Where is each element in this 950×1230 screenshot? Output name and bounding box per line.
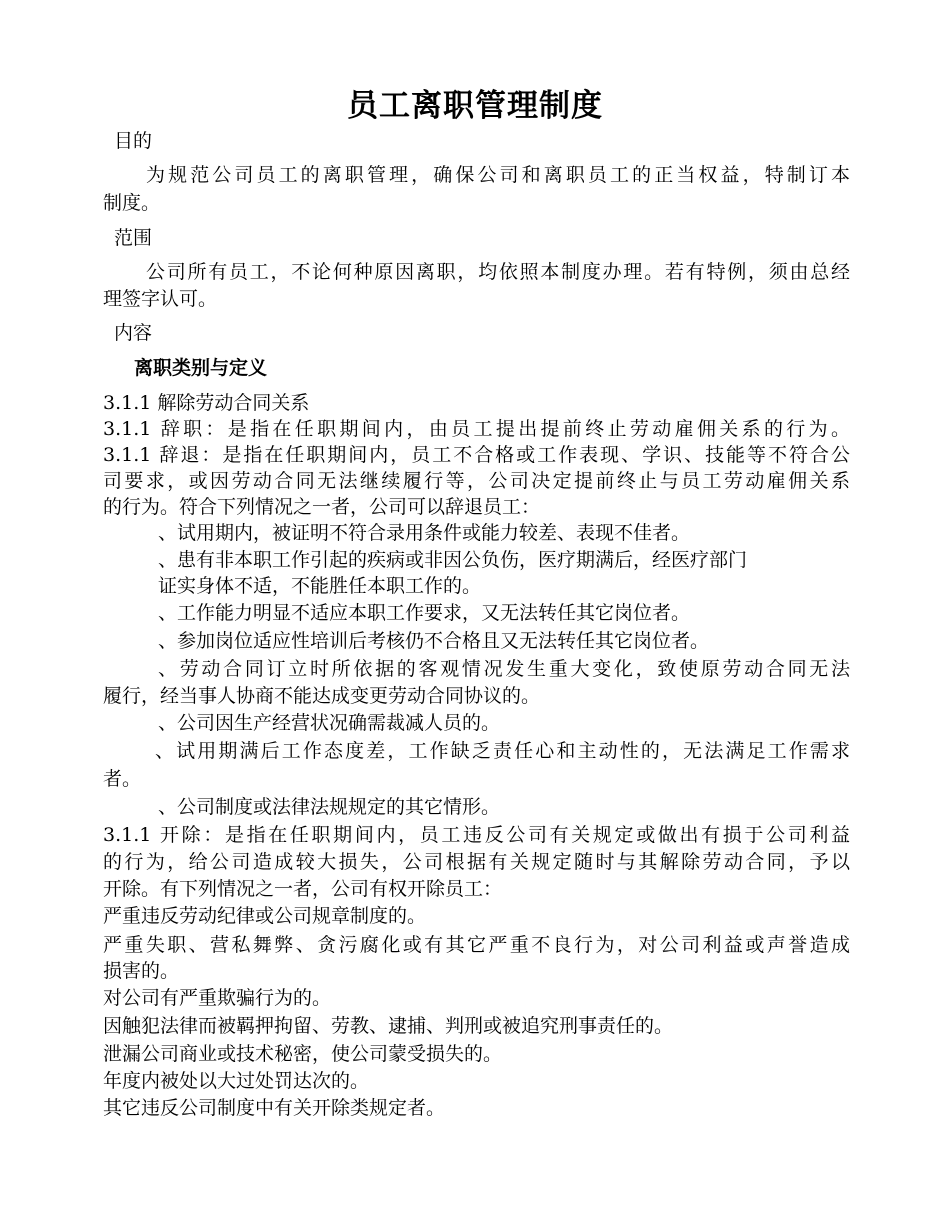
clause-line: 开除。有下列情况之一者，公司有权开除员工：	[103, 878, 503, 900]
clause-line: 的行为。符合下列情况之一者，公司可以辞退员工：	[103, 496, 541, 518]
clause-line: 3.1.1 辞职：是指在任职期间内，由员工提出提前终止劳动雇佣关系的行为。	[103, 418, 850, 440]
list-item: 、试用期内，被证明不符合录用条件或能力较差、表现不佳者。	[158, 522, 691, 544]
list-item: 严重违反劳动纪律或公司规章制度的。	[103, 905, 427, 927]
scope-text-line-2: 理签字认可。	[103, 288, 218, 310]
clause-line: 3.1.1 解除劳动合同关系	[103, 392, 310, 414]
list-item: 、参加岗位适应性培训后考核仍不合格且又无法转任其它岗位者。	[158, 630, 710, 652]
scope-text-line-1: 公司所有员工，不论何种原因离职，均依照本制度办理。若有特例，须由总经	[146, 261, 850, 283]
purpose-text-line-2: 制度。	[103, 192, 161, 214]
list-item: 、患有非本职工作引起的疾病或非因公负伤，医疗期满后，经医疗部门	[158, 549, 748, 571]
document-title: 员工离职管理制度	[347, 88, 603, 124]
list-item: 严重失职、营私舞弊、贪污腐化或有其它严重不良行为，对公司利益或声誉造成	[103, 934, 850, 956]
clause-line: 的行为，给公司造成较大损失，公司根据有关规定随时与其解除劳动合同，予以	[103, 851, 850, 873]
list-item-continuation: 证实身体不适，不能胜任本职工作的。	[158, 575, 482, 597]
section-heading-scope: 范围	[114, 227, 153, 249]
list-item: 泄漏公司商业或技术秘密，使公司蒙受损失的。	[103, 1043, 503, 1065]
list-item: 、工作能力明显不适应本职工作要求，又无法转任其它岗位者。	[158, 602, 691, 624]
list-item: 对公司有严重欺骗行为的。	[103, 987, 332, 1009]
list-item: 其它违反公司制度中有关开除类规定者。	[103, 1097, 446, 1119]
clause-line: 司要求，或因劳动合同无法继续履行等，公司决定提前终止与员工劳动雇佣关系	[103, 470, 850, 492]
list-item: 、公司制度或法律法规规定的其它情形。	[158, 796, 501, 818]
list-item-continuation: 者。	[103, 768, 142, 790]
list-item: 、试用期满后工作态度差，工作缺乏责任心和主动性的，无法满足工作需求	[155, 740, 850, 762]
list-item-continuation: 履行，经当事人协商不能达成变更劳动合同协议的。	[103, 685, 541, 707]
clause-line: 3.1.1 开除：是指在任职期间内，员工违反公司有关规定或做出有损于公司利益	[103, 824, 850, 846]
section-heading-purpose: 目的	[114, 130, 153, 152]
section-heading-content: 内容	[114, 322, 153, 344]
list-item: 、劳动合同订立时所依据的客观情况发生重大变化，致使原劳动合同无法	[158, 658, 850, 680]
list-item-continuation: 损害的。	[103, 960, 180, 982]
list-item: 、公司因生产经营状况确需裁减人员的。	[158, 712, 501, 734]
list-item: 因触犯法律而被羁押拘留、劳教、逮捕、判刑或被追究刑事责任的。	[103, 1015, 674, 1037]
subheading-resignation-types: 离职类别与定义	[134, 357, 268, 379]
list-item: 年度内被处以大过处罚达次的。	[103, 1070, 370, 1092]
clause-line: 3.1.1 辞退：是指在任职期间内，员工不合格或工作表现、学识、技能等不符合公	[103, 444, 850, 466]
purpose-text-line-1: 为规范公司员工的离职管理，确保公司和离职员工的正当权益，特制订本	[146, 164, 850, 186]
